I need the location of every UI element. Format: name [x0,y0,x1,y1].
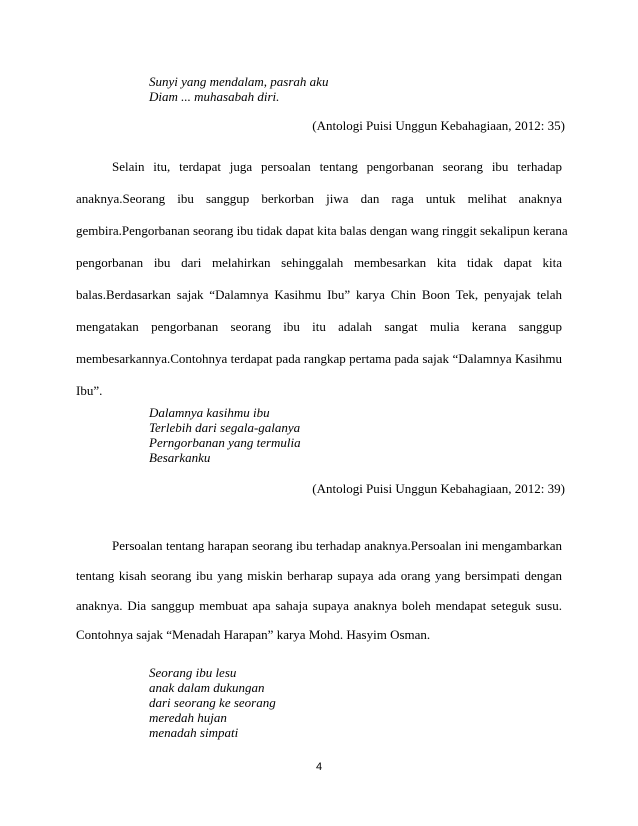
poem-excerpt-2 [149,405,301,465]
verse-line: Seorang ibu lesu [149,665,237,680]
paragraph-line: Persoalan tentang harapan seorang ibu terhadap anaknya.Persoalan ini mengambarkan [112,538,562,553]
paragraph-line: gembira.Pengorbanan seorang ibu tidak dapat kita balas dengan wang ringgit sekalipun kerana [76,223,568,238]
verse-line: anak dalam dukungan [149,680,265,695]
paragraph-line: pengorbanan ibu dari melahirkan sehinggalah membesarkan kita tidak dapat kita [76,255,562,270]
verse-line: menadah simpati [149,725,239,740]
verse-line: Terlebih dari segala-galanya [149,420,301,435]
paragraph-line: balas.Berdasarkan sajak “Dalamnya Kasihmu Ibu” karya Chin Boon Tek, penyajak telah [76,287,562,302]
poem-excerpt-3 [149,665,276,740]
paragraph-line: mengatakan pengorbanan seorang ibu itu adalah sangat mulia kerana sanggup [76,319,562,334]
paragraph-line: anaknya. Dia sanggup membuat apa sahaja supaya anaknya boleh mendapat seteguk susu. [76,598,562,613]
paragraph-line: tentang kisah seorang ibu yang miskin berharap supaya ada orang yang bersimpati dengan [76,568,562,583]
paragraph-line: Contohnya sajak “Menadah Harapan” karya Mohd. Hasyim Osman. [76,627,431,642]
verse-line: Besarkanku [149,450,211,465]
verse-line: meredah hujan [149,710,227,725]
paragraph-line: anaknya.Seorang ibu sanggup berkorban jiwa dan raga untuk melihat anaknya [76,191,562,206]
paragraph-line: Ibu”. [76,383,103,398]
citation-2: (Antologi Puisi Unggun Kebahagiaan, 2012: 39) [312,481,565,496]
citation-1: (Antologi Puisi Unggun Kebahagiaan, 2012: 35) [312,118,565,133]
verse-line: Perngorbanan yang termulia [149,435,301,450]
verse-line: Dalamnya kasihmu ibu [149,405,270,420]
poem-excerpt-1 [149,74,328,104]
paragraph-line: membesarkannya.Contohnya terdapat pada rangkap pertama pada sajak “Dalamnya Kasihmu [76,351,562,366]
paragraph-line: Selain itu, terdapat juga persoalan tentang pengorbanan seorang ibu terhadap [112,159,562,174]
page-number: 4 [315,761,323,773]
verse-line: dari seorang ke seorang [149,695,276,710]
verse-line: Diam ... muhasabah diri. [149,89,280,104]
verse-line: Sunyi yang mendalam, pasrah aku [149,74,329,89]
